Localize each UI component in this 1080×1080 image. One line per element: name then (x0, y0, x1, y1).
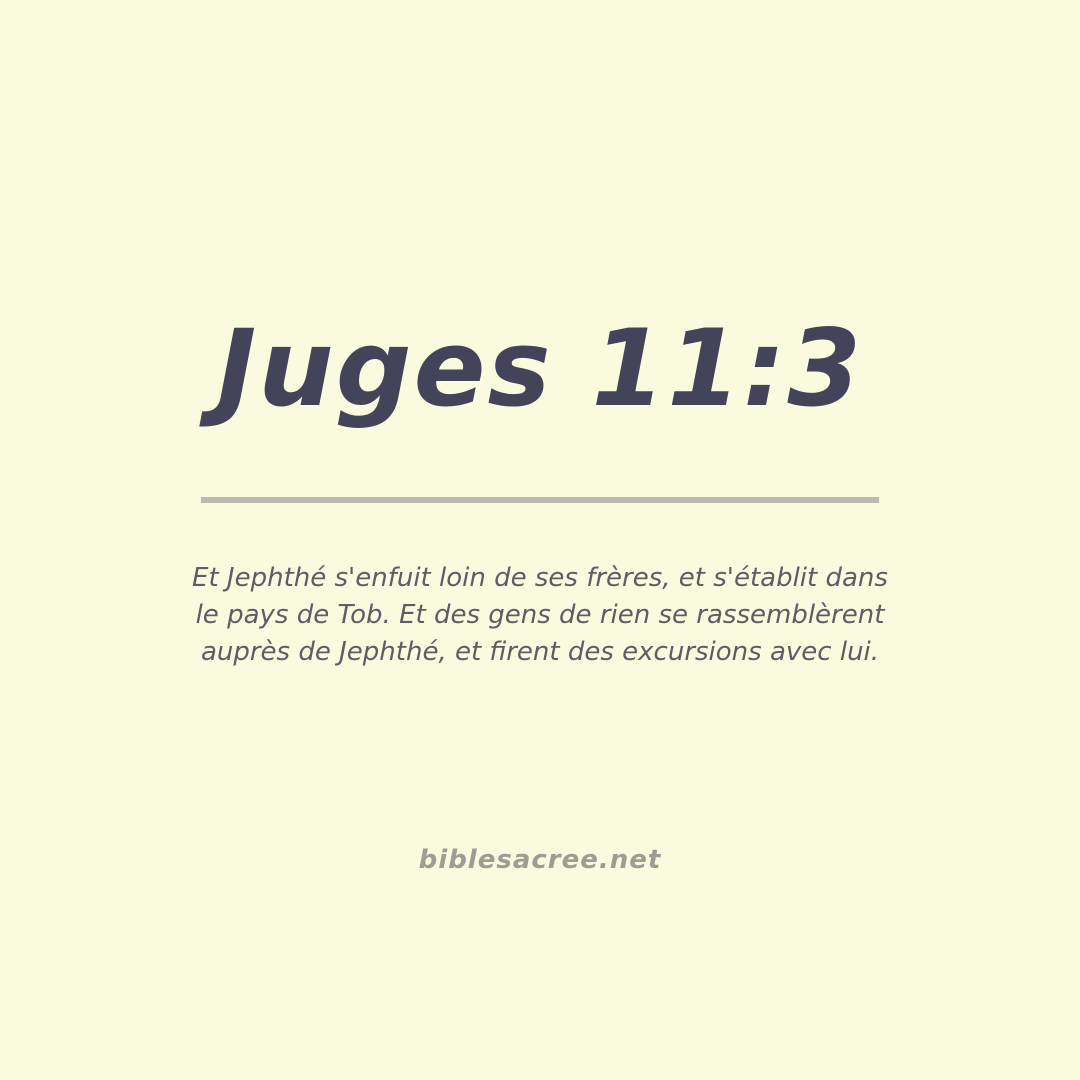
verse-reference-title: Juges 11:3 (216, 307, 864, 430)
verse-text-line: auprès de Jephthé, et firent des excursions avec lui. (200, 637, 880, 667)
divider-line (201, 497, 879, 503)
verse-text-line: Et Jephthé s'enfuit loin de ses frères, et s'établit dans (192, 563, 888, 593)
website-credit: biblesacree.net (418, 845, 662, 875)
verse-text (0, 560, 1080, 671)
verse-text-line: le pays de Tob. Et des gens de rien se rassemblèrent (195, 600, 885, 630)
